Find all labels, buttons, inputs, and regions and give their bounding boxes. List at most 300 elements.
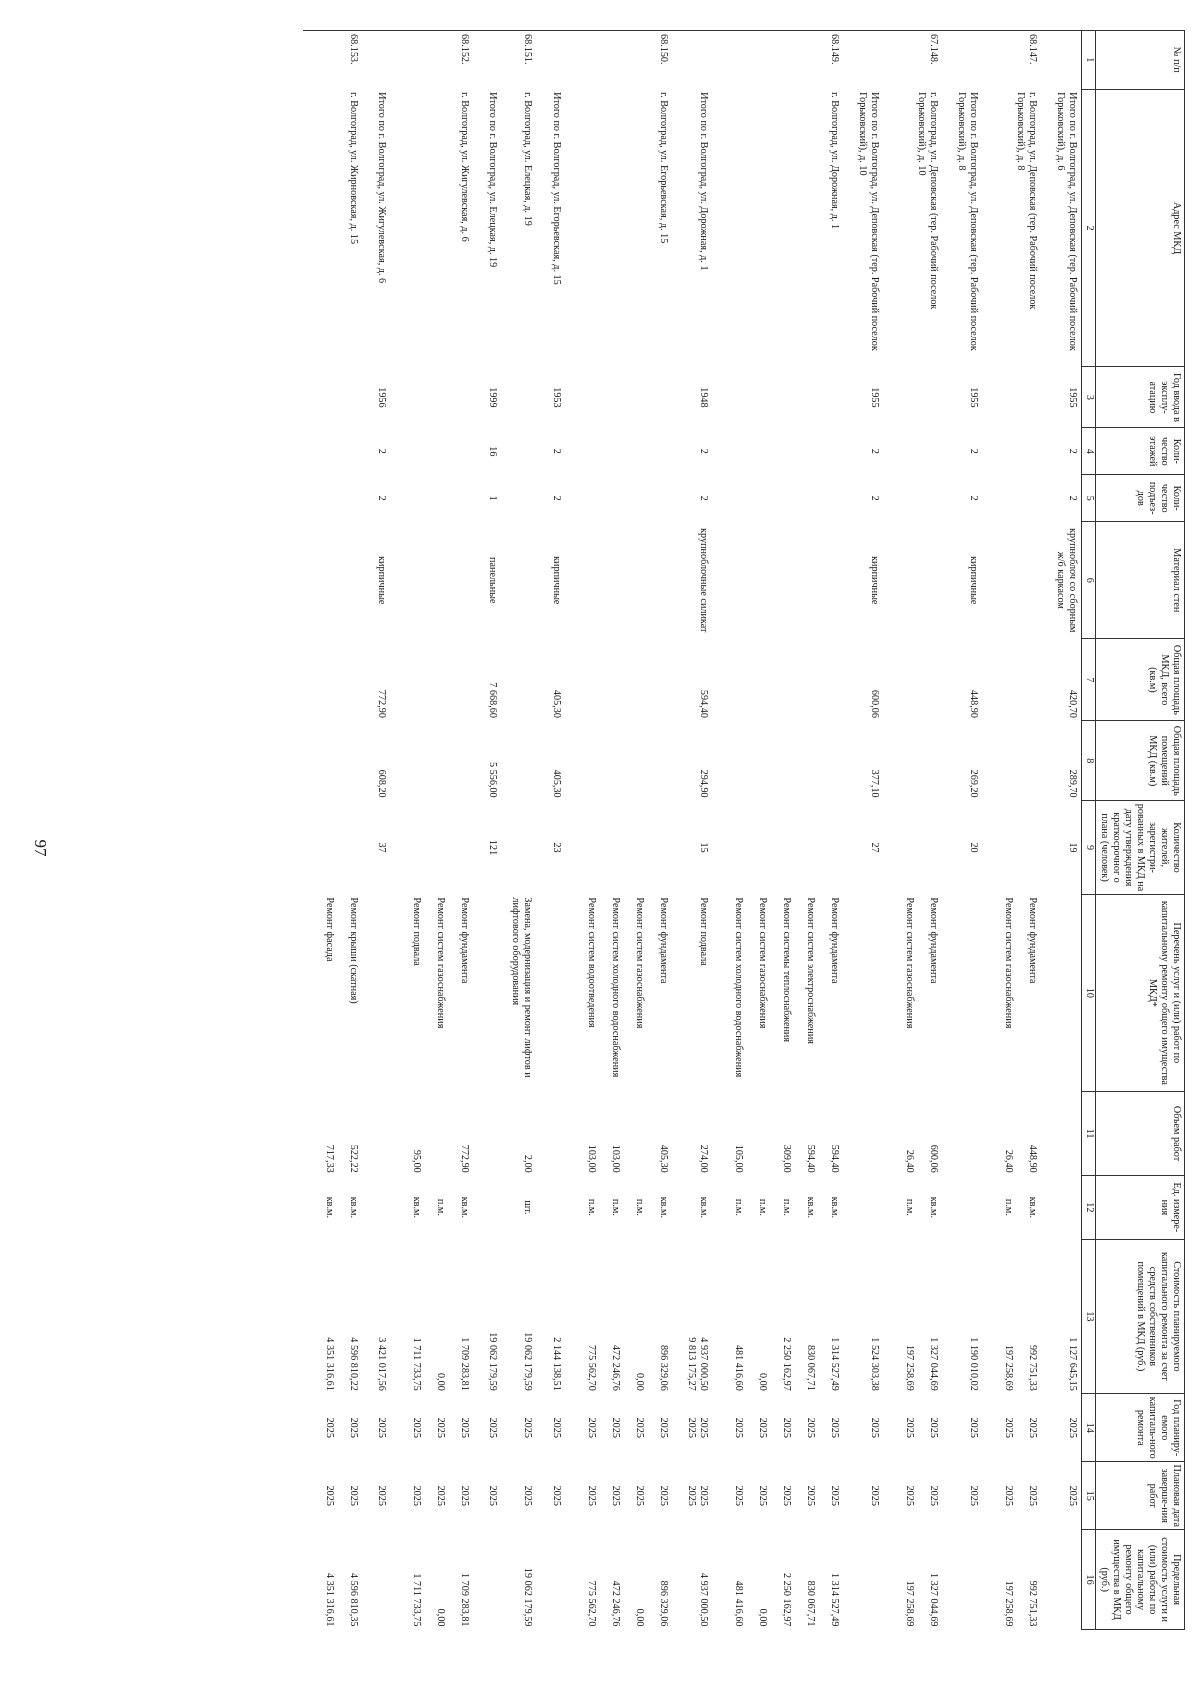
volume-list [565,1091,683,1175]
floors: 2 [697,448,709,454]
work-item: Ремонт систем газоснабжения [633,897,645,1029]
total-cost: 2 144 138,51 [550,1337,562,1391]
end-date-list [982,1462,1052,1530]
work-item: Ремонт фасада [324,897,336,962]
row-address: г. Волгоград, ул. Елецкая, д. 19 [522,92,534,226]
cost-list [982,1239,1052,1394]
column-number-row [1081,31,1095,1630]
limit-list [712,1530,854,1630]
plan-year-value: 2025 [756,1417,768,1438]
residents: 20 [967,842,979,853]
cost-value: 4 351 316,61 [324,1337,336,1391]
volume-list [390,1091,484,1175]
work-item: Ремонт систем газоснабжения [903,897,915,1029]
limit-value: 4 351 316,61 [324,1573,336,1627]
row-address: г. Волгоград, ул. Деповская (тер. Рабочий поселок Горьковский), д. 10 [915,92,939,310]
limit-value: 197 258,69 [903,1580,915,1627]
plan-year: 2025 [868,1417,880,1438]
floors: 2 [550,448,562,454]
col-header-material: Материал стен [1095,522,1184,639]
volume-list [982,1091,1052,1175]
end-date-list [683,1462,712,1530]
col-header-index: № п/п [1095,31,1184,90]
col-number: 3 [1081,367,1095,428]
unit-value: п.м. [732,1198,744,1216]
total-row [373,31,390,1630]
total-address: Итого по г. Волгоград, ул. Деповская (тер. Рабочий поселок Горьковский), д. 6 [1054,92,1078,351]
col-header-area-premises: Общая площадь помещений МКД (кв.м) [1095,721,1184,801]
unit-value: кв.м. [348,1196,360,1219]
plan-year-value: 2025 [804,1417,816,1438]
limit-value: 775 562,70 [585,1580,597,1627]
plan-year-list [982,1394,1052,1462]
col-header-area-total: Общая площадь МКД, всего (кв.м) [1095,639,1184,721]
year-built: 1999 [487,387,499,408]
capital-repair-table [303,30,1185,1630]
volume-value [621,1094,645,1172]
unit-value: п.м. [780,1198,792,1216]
col-header-works: Перечень услуг и (или) работ по капитальному ремонту общего имущества МКД* [1095,894,1184,1091]
end-date-value: 2025 [697,1485,709,1506]
cost-value: 2 250 162,97 [780,1337,792,1391]
work-item: Ремонт подвала [411,897,423,966]
volume-value: 772,90 [459,1144,471,1173]
limit-value: 830 067,71 [804,1580,816,1627]
cost-value: 481 416,60 [732,1344,744,1391]
works-list [883,894,953,1091]
table-row [501,31,547,1630]
table-row [883,31,953,1630]
unit-list [565,1176,683,1239]
volume-value: 103,00 [585,1144,597,1173]
plan-year-value: 2025 [459,1417,471,1438]
total-cost: 3 421 017,56 [376,1337,388,1391]
volume-value: 522,22 [348,1144,360,1173]
col-header-residents: Количество жителей, зарегистри-рованных в МКД на дату утверждения краткосрочног о плана (человек) [1095,801,1184,895]
plan-year-value: 2025 [585,1417,597,1438]
row-index: 67.148. [927,34,939,65]
volume-value: 2,00 [522,1154,534,1173]
row-index: 68.152. [459,34,471,65]
volume-value: 103,00 [609,1144,621,1173]
plan-year: 2025 [550,1417,562,1438]
residents: 15 [697,842,709,853]
limit-value: 992 751,33 [1026,1580,1038,1627]
works-list [390,894,484,1091]
unit-value: кв.м. [1026,1196,1038,1219]
row-index: 68.153. [348,34,360,65]
volume-value: 717,33 [324,1144,336,1173]
plan-year-list [390,1394,484,1462]
plan-year-value: 2025 [927,1417,939,1438]
col-number: 6 [1081,522,1095,639]
cost-list [683,1239,712,1394]
floors: 2 [868,448,880,454]
work-item: Ремонт систем водоотведения [585,897,597,1028]
total-address: Итого по г. Волгоград, ул. Деповская (тер. Рабочий поселок Горьковский), д. 10 [856,92,880,351]
unit-value: кв.м. [828,1196,840,1219]
wall-material: кирпичные [376,556,388,605]
plan-year-value: 2025 [633,1417,645,1438]
total-row [953,31,982,1630]
end-date-value: 2025 [657,1485,669,1506]
plan-year-list [883,1394,953,1462]
residents: 19 [1066,842,1078,853]
limit-value: 2 250 162,97 [780,1573,792,1627]
col-number: 13 [1081,1239,1095,1394]
residents: 121 [487,839,499,856]
end-date-list [565,1462,683,1530]
work-item: Ремонт системы теплоснабжения [780,897,792,1043]
plan-year: 2025 [1066,1417,1078,1438]
year-built: 1948 [697,387,709,408]
volume-list [712,1091,854,1175]
cost-value: 0,00 [435,1372,447,1391]
limit-list [390,1530,484,1630]
area-premises: 269,20 [967,769,979,798]
volume-value: 594,40 [804,1144,816,1173]
cost-value: 830 067,71 [804,1344,816,1391]
end-date-value: 2025 [804,1485,816,1506]
area-total: 594,40 [697,689,709,718]
entrances: 1 [487,495,499,501]
works-list [982,894,1052,1091]
residents: 37 [376,842,388,853]
work-item: Ремонт систем холодного водоснабжения [609,897,621,1078]
unit-value: кв.м. [411,1196,423,1219]
work-item: Ремонт крыши (скатная) [348,897,360,1004]
plan-year-list [303,1394,373,1462]
total-cost: 1 524 303,38 [868,1337,880,1391]
area-total: 772,90 [376,689,388,718]
end-date-value: 2025 [633,1485,645,1506]
limit-value: 1 711 733,75 [411,1573,423,1627]
total-address: Итого по г. Волгоград, ул. Жигулевская, д. 6 [376,92,388,284]
works-list [712,894,854,1091]
end-date: 2025 [967,1485,979,1506]
wall-material: крупноблочные силикат [697,528,709,633]
volume-value: 448,90 [1026,1144,1038,1173]
col-number: 14 [1081,1394,1095,1462]
area-premises: 405,30 [550,769,562,798]
col-number: 8 [1081,721,1095,801]
limit-list [565,1530,683,1630]
unit-list [303,1176,373,1239]
unit-value: п.м. [609,1198,621,1216]
unit-list [712,1176,854,1239]
unit-value: п.м. [585,1198,597,1216]
area-total: 7 668,60 [487,682,499,718]
entrances: 2 [1066,495,1078,501]
plan-year-value: 2025 [522,1417,534,1438]
col-number: 15 [1081,1462,1095,1530]
work-item: Ремонт систем газоснабжения [435,897,447,1029]
end-date-list [390,1462,484,1530]
year-built: 1956 [376,387,388,408]
volume-value: 594,40 [828,1144,840,1173]
limit-value: 1 327 044,69 [927,1573,939,1627]
limit-value: 1 314 527,49 [828,1573,840,1627]
entrances: 2 [967,495,979,501]
cost-list [390,1239,484,1394]
work-item: Ремонт фундамента [657,897,669,984]
volume-value: 600,06 [927,1144,939,1173]
volume-value [422,1094,446,1172]
total-address: Итого по г. Волгоград, ул. Деповская (тер. Рабочий поселок Горьковский), д. 8 [955,92,979,351]
volume-value: 26,40 [1002,1149,1014,1173]
plan-year: 2025 [487,1417,499,1438]
row-address: г. Волгоград, ул. Дорожная, д. 1 [828,92,840,230]
unit-list [390,1176,484,1239]
col-number: 10 [1081,894,1095,1091]
entrances: 2 [697,495,709,501]
row-address: г. Волгоград, ул. Егорьевская, д. 15 [657,92,669,244]
row-address: г. Волгоград, ул. Деповская (тер. Рабочий поселок Горьковский), д. 8 [1014,92,1038,310]
total-cost: 19 062 179,59 [487,1332,499,1391]
end-date-value: 2025 [324,1485,336,1506]
total-cost: 1 190 010,02 [967,1337,979,1391]
end-date-value: 2025 [609,1485,621,1506]
area-premises: 5 556,00 [487,761,499,798]
area-total: 448,90 [967,689,979,718]
unit-value: кв.м. [804,1196,816,1219]
limit-value: 4 937 000,50 [697,1573,709,1627]
end-date-value: 2025 [828,1485,840,1506]
unit-list [883,1176,953,1239]
col-header-limit: Предельная стоимость услуги и (или) работы по капитальному ремонту общего имущества в МКД (руб.) [1095,1530,1184,1630]
total-cost: 9 813 175,27 [685,1337,697,1391]
year-built: 1955 [1066,387,1078,408]
col-header-end-date: Плановая дата заверше-ния работ [1095,1462,1184,1530]
volume-list [303,1091,373,1175]
wall-material: крупноблоч со сборным ж/б каркасом [1054,528,1078,633]
cost-value: 1 327 044,69 [927,1337,939,1391]
cost-value: 1 709 283,81 [459,1337,471,1391]
row-index: 68.151. [522,34,534,65]
area-premises: 289,70 [1066,769,1078,798]
cost-value: 992 751,33 [1026,1344,1038,1391]
cost-value: 896 329,06 [657,1344,669,1391]
volume-value: 405,30 [657,1144,669,1173]
end-date-value: 2025 [1002,1485,1014,1506]
volume-value: 274,00 [697,1144,709,1173]
limit-value: 896 329,06 [657,1580,669,1627]
header-row [1095,31,1184,1630]
limit-value: 0,00 [756,1608,768,1627]
plan-year-value: 2025 [411,1417,423,1438]
row-address: г. Волгоград, ул. Жигулевская, д. 6 [459,92,471,242]
plan-year-value: 2025 [348,1417,360,1438]
unit-value: кв.м. [697,1196,709,1219]
end-date: 2025 [1066,1485,1078,1506]
area-premises: 294,90 [697,769,709,798]
entrances: 2 [376,495,388,501]
limit-value: 4 596 810,35 [348,1573,360,1627]
plan-year-value: 2025 [1002,1417,1014,1438]
volume-value: 95,00 [411,1149,423,1173]
col-header-cost: Стоимость планируемого капитального ремонта за счет средств собственников помещений в МКД (руб.) [1095,1239,1184,1394]
col-number: 12 [1081,1176,1095,1239]
area-total: 600,06 [868,689,880,718]
plan-year-value: 2025 [435,1417,447,1438]
plan-year-list [565,1394,683,1462]
table-row [565,31,683,1630]
limit-value: 197 258,69 [1002,1580,1014,1627]
cost-value: 4 937 000,50 [697,1337,709,1391]
total-address: Итого по г. Волгоград, ул. Елецкая, д. 19 [487,92,499,268]
residents: 27 [868,842,880,853]
cost-list [712,1239,854,1394]
plan-year: 2025 [685,1417,697,1438]
table-row [982,31,1052,1630]
cost-value: 19 062 179,59 [522,1332,534,1391]
residents: 23 [550,842,562,853]
plan-year-value: 2025 [780,1417,792,1438]
unit-value: шт. [522,1200,534,1215]
plan-year-list [683,1394,712,1462]
table-row [390,31,484,1630]
cost-value: 0,00 [633,1372,645,1391]
unit-value: кв.м. [927,1196,939,1219]
row-address: г. Волгоград, ул. Жирновская, д. 15 [348,92,360,245]
wall-material: кирпичные [967,556,979,605]
area-premises: 377,10 [868,769,880,798]
wall-material: панельные [487,557,499,604]
work-item: Ремонт систем газоснабжения [1002,897,1014,1029]
total-row [683,31,712,1630]
wall-material: кирпичные [550,556,562,605]
cost-value: 197 258,69 [903,1344,915,1391]
end-date-value: 2025 [435,1485,447,1506]
table-row [712,31,854,1630]
page-number: 97 [31,839,50,857]
limit-value: 0,00 [633,1608,645,1627]
landscape-page [55,30,1185,1630]
work-item: Ремонт систем холодного водоснабжения [732,897,744,1078]
work-item: Ремонт фундамента [1026,897,1038,984]
end-date-value: 2025 [780,1485,792,1506]
limit-list [982,1530,1052,1630]
work-item: Ремонт фундамента [828,897,840,984]
unit-list [982,1176,1052,1239]
end-date-value: 2025 [348,1485,360,1506]
total-row [548,31,565,1630]
cost-list [883,1239,953,1394]
works-list [303,894,373,1091]
plan-year: 2025 [376,1417,388,1438]
cost-value: 1 314 527,49 [828,1337,840,1391]
end-date-value: 2025 [522,1485,534,1506]
col-number: 16 [1081,1530,1095,1630]
col-number: 9 [1081,801,1095,895]
end-date-value: 2025 [411,1485,423,1506]
plan-year-value: 2025 [609,1417,621,1438]
cost-value: 0,00 [756,1372,768,1391]
end-date-value: 2025 [585,1485,597,1506]
plan-year-value: 2025 [657,1417,669,1438]
unit-value: п.м. [903,1198,915,1216]
end-date: 2025 [868,1485,880,1506]
table-row [303,31,373,1630]
plan-year-value: 2025 [828,1417,840,1438]
work-item: Ремонт фундамента [459,897,471,984]
col-header-floors: Коли-чество этажей [1095,428,1184,475]
floors: 16 [487,446,499,457]
unit-value: п.м. [1002,1198,1014,1216]
limit-value: 0,00 [435,1608,447,1627]
col-header-year: Год ввода в эксплу-атацию [1095,367,1184,428]
plan-year: 2025 [967,1417,979,1438]
row-index: 68.149. [828,34,840,65]
volume-list [883,1091,953,1175]
total-row [484,31,501,1630]
col-number: 11 [1081,1091,1095,1175]
end-date: 2025 [550,1485,562,1506]
floors: 2 [1066,448,1078,454]
limit-value: 481 416,60 [732,1580,744,1627]
volume-value [744,1094,768,1172]
unit-value: п.м. [633,1198,645,1216]
total-cost: 1 127 645,15 [1066,1337,1078,1391]
row-index: 68.147. [1026,34,1038,65]
end-date-value: 2025 [756,1485,768,1506]
end-date-value: 2025 [459,1485,471,1506]
unit-value: п.м. [756,1198,768,1216]
cost-value: 197 258,69 [1002,1344,1014,1391]
end-date-value: 2025 [903,1485,915,1506]
limit-list [303,1530,373,1630]
end-date-list [712,1462,854,1530]
end-date-value: 2025 [732,1485,744,1506]
end-date-list [303,1462,373,1530]
total-row [1052,31,1082,1630]
cost-value: 4 596 810,22 [348,1337,360,1391]
limit-value: 1 709 283,81 [459,1573,471,1627]
row-index: 68.150. [657,34,669,65]
works-list [565,894,683,1091]
plan-year-value: 2025 [732,1417,744,1438]
plan-year-value: 2025 [697,1417,709,1438]
col-number: 1 [1081,31,1095,90]
col-number: 7 [1081,639,1095,721]
end-date: 2025 [487,1485,499,1506]
unit-value: п.м. [435,1198,447,1216]
unit-value: кв.м. [459,1196,471,1219]
cost-value: 775 562,70 [585,1344,597,1391]
col-header-volume: Объем работ [1095,1091,1184,1175]
col-number: 4 [1081,428,1095,475]
total-row [854,31,883,1630]
plan-year-value: 2025 [324,1417,336,1438]
unit-value: кв.м. [657,1196,669,1219]
col-header-entrances: Коли-чество подъез-дов [1095,475,1184,522]
wall-material: кирпичные [868,556,880,605]
cost-value: 472 246,76 [609,1344,621,1391]
work-item: Ремонт систем электроснабжения [804,897,816,1044]
end-date-list [883,1462,953,1530]
limit-value: 19 062 179,59 [522,1567,534,1627]
work-item: Ремонт систем газоснабжения [756,897,768,1029]
plan-year-list [712,1394,854,1462]
area-total: 420,70 [1066,689,1078,718]
total-address: Итого по г. Волгоград, ул. Егорьевская, д. 15 [550,92,562,285]
plan-year-value: 2025 [1026,1417,1038,1438]
floors: 2 [967,448,979,454]
col-header-unit: Ед. измере-ния [1095,1176,1184,1239]
col-header-address: Адрес МКД [1095,89,1184,367]
volume-value: 105,00 [732,1144,744,1173]
work-item: Замена, модернизация и ремонт лифтов и лифтового оборудования [510,897,534,1078]
